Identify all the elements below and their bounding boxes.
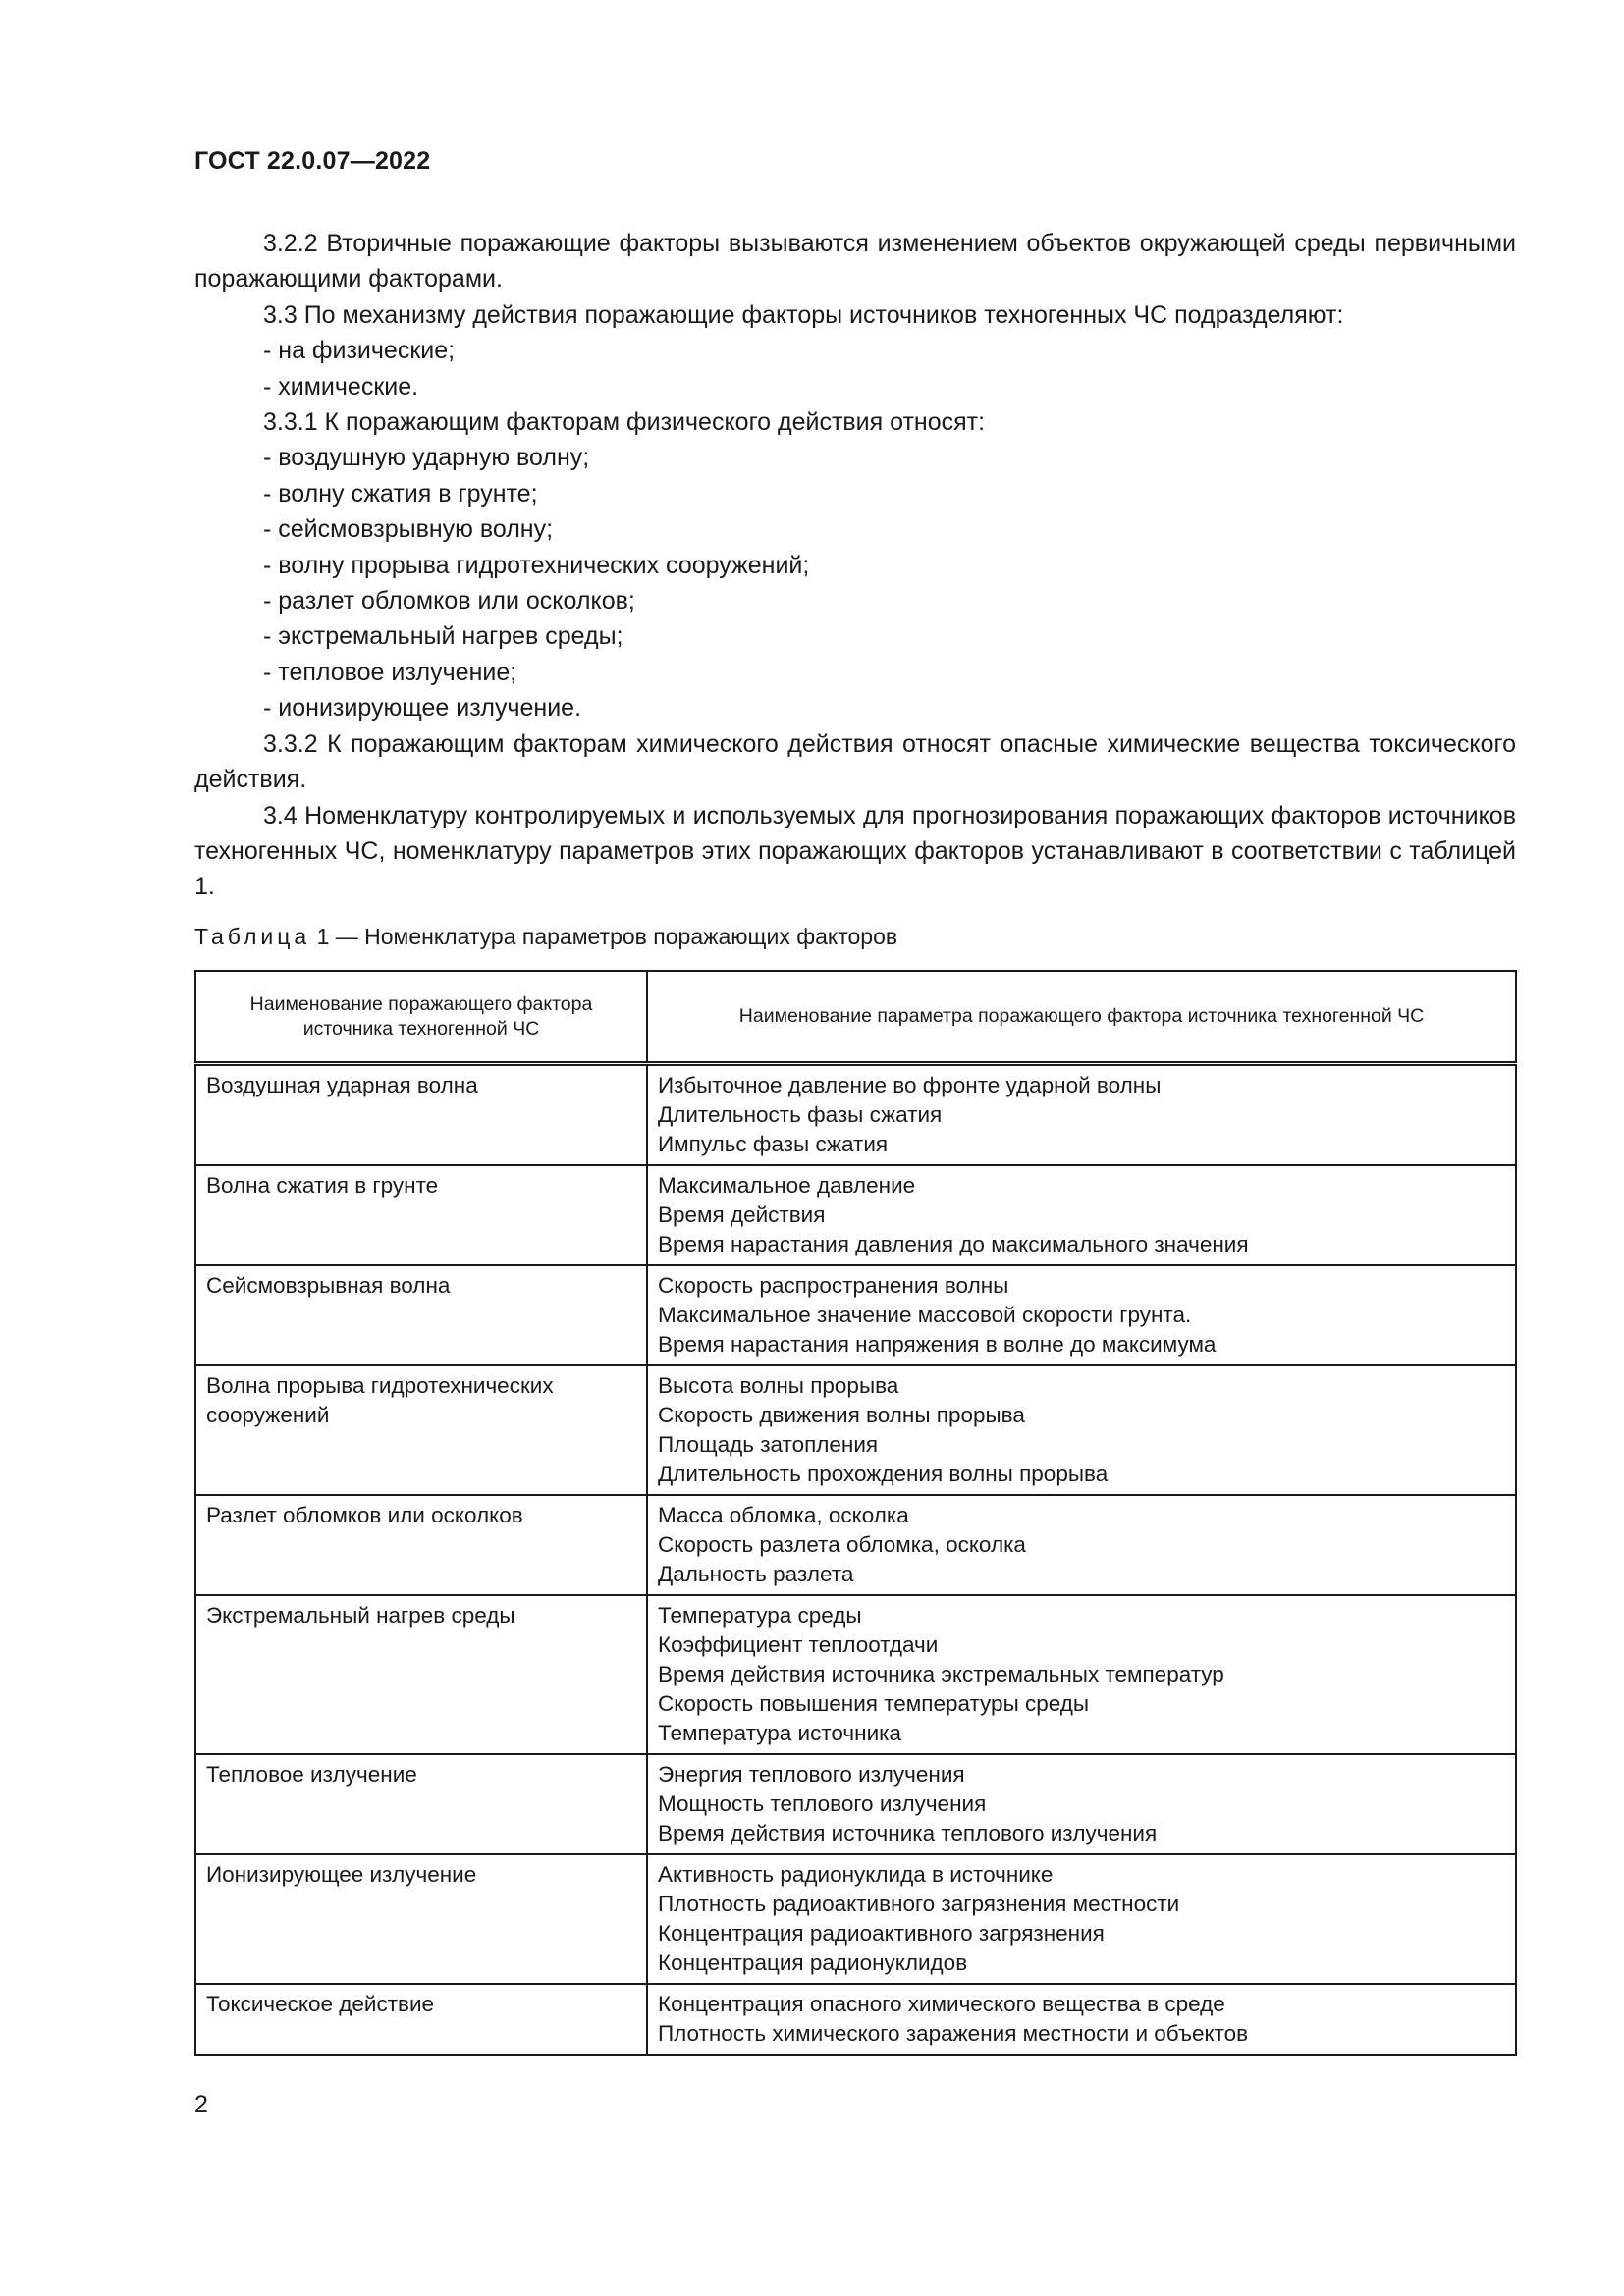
- paragraph-3-2-2: 3.2.2 Вторичные поражающие факторы вызываются изменением объектов окружающей среды первичными поражающими факторами.: [194, 230, 1516, 294]
- parameters-cell: [647, 1064, 1516, 1166]
- header-parameter-name: Наименование параметра поражающего фактора источника техногенной ЧС: [647, 971, 1516, 1064]
- parameter-line: Масса обломка, осколка: [658, 1503, 909, 1527]
- factor-cell: Экстремальный нагрев среды: [195, 1595, 647, 1754]
- table-caption: [194, 924, 897, 950]
- table-row: [195, 1595, 1516, 1754]
- factor-cell: Токсическое действие: [195, 1984, 647, 2055]
- paragraph-3-3-1: 3.3.1 К поражающим факторам физического действия относят:: [263, 408, 986, 437]
- parameter-line: Длительность прохождения волны прорыва: [658, 1462, 1109, 1486]
- parameter-line: Время действия источника экстремальных температур: [658, 1662, 1224, 1686]
- table-header-row: [195, 971, 1516, 1064]
- parameter-line: Скорость повышения температуры среды: [658, 1691, 1090, 1716]
- parameters-cell: [647, 1754, 1516, 1854]
- factor-cell: Сейсмовзрывная волна: [195, 1265, 647, 1365]
- parameter-line: Избыточное давление во фронте ударной волны: [658, 1073, 1162, 1097]
- list-item: - волну сжатия в грунте;: [263, 479, 538, 507]
- parameter-line: Концентрация радионуклидов: [658, 1950, 968, 1975]
- table-caption-word: Таблица: [194, 924, 311, 949]
- table-row: [195, 1165, 1516, 1265]
- list-item: - химические.: [263, 372, 419, 400]
- parameter-line: Время действия источника теплового излучения: [658, 1821, 1158, 1845]
- parameters-cell: [647, 1984, 1516, 2055]
- parameter-line: Температура источника: [658, 1721, 901, 1745]
- parameter-line: Активность радионуклида в источнике: [658, 1862, 1054, 1887]
- list-item: - волну прорыва гидротехнических сооружений;: [263, 551, 810, 579]
- list-item: - ионизирующее излучение.: [263, 694, 582, 722]
- parameter-line: Коэффициент теплоотдачи: [658, 1632, 939, 1657]
- parameter-line: Высота волны прорыва: [658, 1373, 899, 1398]
- list-item: - разлет обломков или осколков;: [263, 587, 635, 615]
- parameter-line: Скорость движения волны прорыва: [658, 1403, 1025, 1427]
- parameter-line: Плотность радиоактивного загрязнения местности: [658, 1892, 1180, 1916]
- parameter-line: Плотность химического заражения местности и объектов: [658, 2021, 1249, 2046]
- paragraph-3-3: 3.3 По механизму действия поражающие факторы источников техногенных ЧС подразделяют:: [263, 300, 1344, 329]
- parameter-line: Время нарастания давления до максимального значения: [658, 1232, 1249, 1256]
- parameters-cell: [647, 1165, 1516, 1265]
- paragraph-3-4: 3.4 Номенклатуру контролируемых и используемых для прогнозирования поражающих факторов источников техногенных ЧС, номенклатуру параметров этих поражающих факторов устанавливают в соответствии с таблицей 1.: [194, 801, 1516, 901]
- parameter-line: Максимальное давление: [658, 1173, 916, 1198]
- parameter-line: Скорость распространения волны: [658, 1273, 1009, 1298]
- table-row: [195, 1754, 1516, 1854]
- parameter-line: Скорость разлета обломка, осколка: [658, 1532, 1026, 1557]
- paragraph-3-3-2: 3.3.2 К поражающим факторам химического действия относят опасные химические вещества токсического действия.: [194, 729, 1516, 794]
- factor-cell: Разлет обломков или осколков: [195, 1495, 647, 1595]
- parameters-cell: [647, 1854, 1516, 1984]
- factors-table: [194, 970, 1517, 2056]
- table-row: [195, 1854, 1516, 1984]
- table-caption-title: 1 — Номенклатура параметров поражающих факторов: [310, 924, 898, 949]
- parameters-cell: [647, 1265, 1516, 1365]
- factor-cell: Волна сжатия в грунте: [195, 1165, 647, 1265]
- table-row: [195, 1984, 1516, 2055]
- table-row: [195, 1265, 1516, 1365]
- list-item: - тепловое излучение;: [263, 658, 517, 686]
- parameter-line: Максимальное значение массовой скорости грунта.: [658, 1303, 1192, 1327]
- body-text: [194, 226, 1516, 905]
- parameter-line: Концентрация опасного химического вещества в среде: [658, 1992, 1225, 2016]
- table-body: [195, 1064, 1516, 2056]
- header-factor-name: Наименование поражающего фактора источника техногенной ЧС: [195, 971, 647, 1064]
- list-item: - сейсмовзрывную волну;: [263, 515, 554, 544]
- parameter-line: Мощность теплового излучения: [658, 1791, 987, 1816]
- parameter-line: Температура среды: [658, 1603, 862, 1628]
- parameters-cell: [647, 1595, 1516, 1754]
- factor-cell: Волна прорыва гидротехнических сооружений: [195, 1365, 647, 1495]
- parameter-line: Площадь затопления: [658, 1432, 879, 1457]
- list-item: - воздушную ударную волну;: [263, 444, 590, 472]
- factor-cell: Воздушная ударная волна: [195, 1064, 647, 1166]
- parameter-line: Длительность фазы сжатия: [658, 1102, 943, 1127]
- list-item: - на физические;: [263, 337, 456, 365]
- parameters-cell: [647, 1365, 1516, 1495]
- page-number: 2: [194, 2091, 208, 2118]
- parameter-line: Импульс фазы сжатия: [658, 1132, 889, 1156]
- parameter-line: Время нарастания напряжения в волне до максимума: [658, 1332, 1217, 1357]
- factor-cell: Ионизирующее излучение: [195, 1854, 647, 1984]
- parameters-cell: [647, 1495, 1516, 1595]
- parameter-line: Энергия теплового излучения: [658, 1762, 965, 1787]
- factor-cell: Тепловое излучение: [195, 1754, 647, 1854]
- parameter-line: Дальность разлета: [658, 1562, 854, 1586]
- table-row: [195, 1365, 1516, 1495]
- document-code-header: ГОСТ 22.0.07—2022: [194, 147, 431, 175]
- list-item: - экстремальный нагрев среды;: [263, 622, 623, 651]
- table-row: [195, 1495, 1516, 1595]
- parameter-line: Концентрация радиоактивного загрязнения: [658, 1921, 1105, 1946]
- parameter-line: Время действия: [658, 1202, 826, 1227]
- table-row: [195, 1064, 1516, 1166]
